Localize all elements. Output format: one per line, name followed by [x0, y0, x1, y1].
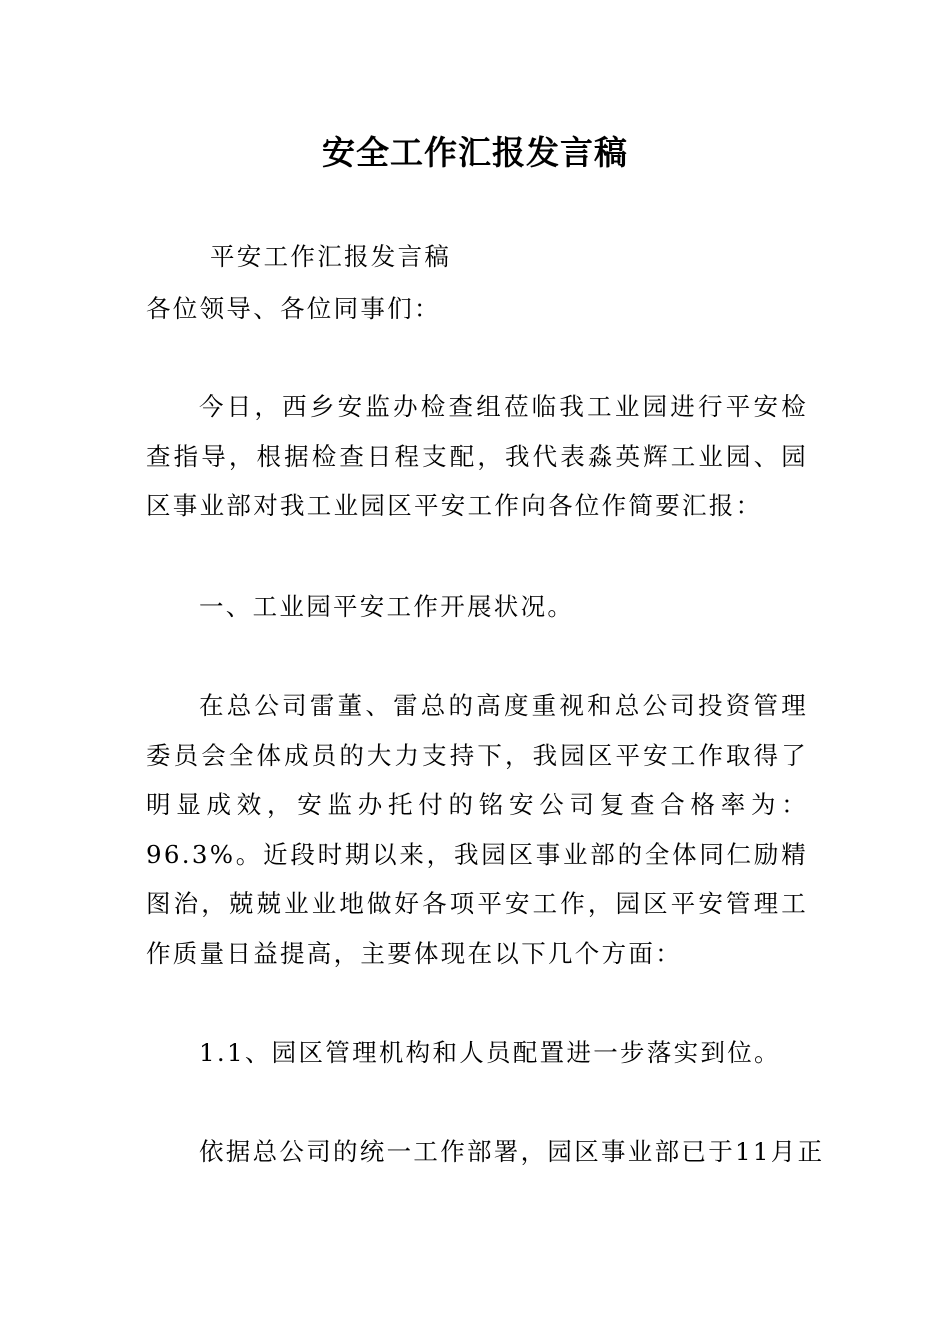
section-body-paragraph: 在总公司雷董、雷总的高度重视和总公司投资管理委员会全体成员的大力支持下，我园区平安工作取得了明显成效，安监办托付的铭安公司复查合格率为：96.3%。近段时期以来，我园区事业部的全体同仁励精图治，兢兢业业地做好各项平安工作，园区平安管理工作质量日益提高，主要体现在以下几个方面：: [146, 691, 808, 968]
document-subtitle: 平安工作汇报发言稿: [210, 242, 452, 271]
section-heading: 一、工业园平安工作开展状况。: [199, 592, 575, 621]
intro-paragraph: 今日，西乡安监办检查组莅临我工业园进行平安检查指导，根据检查日程支配，我代表淼英辉工业园、园区事业部对我工业园区平安工作向各位作简要汇报：: [146, 392, 808, 520]
document-title: 安全工作汇报发言稿: [322, 133, 628, 172]
subsection-body-paragraph: 依据总公司的统一工作部署，园区事业部已于11月正: [199, 1137, 825, 1166]
subsection-heading: 1.1、园区管理机构和人员配置进一步落实到位。: [199, 1038, 781, 1067]
salutation: 各位领导、各位同事们：: [146, 294, 441, 323]
